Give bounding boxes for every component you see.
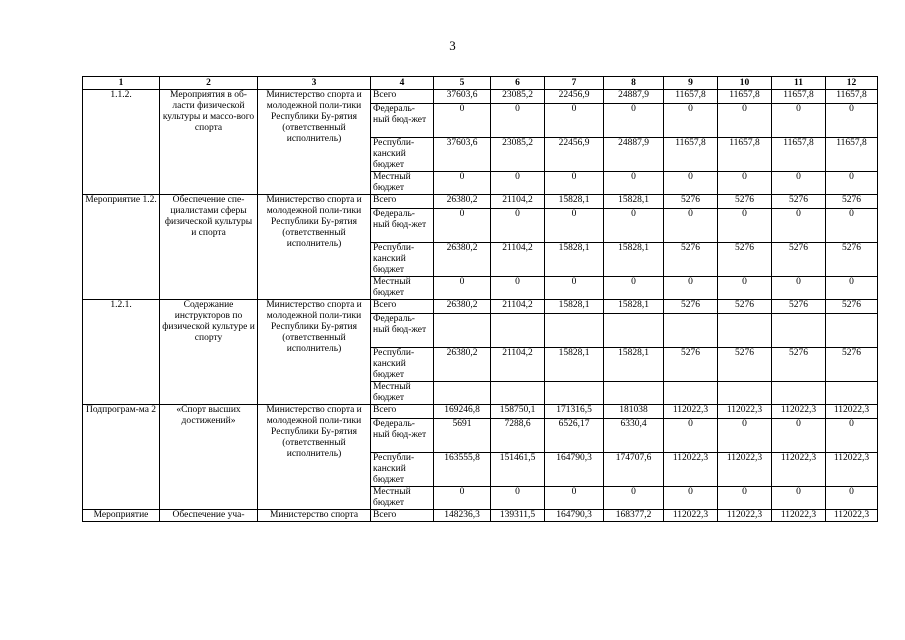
amount-cell: 5276 [718, 348, 772, 382]
executor-cell: Министерство спорта и молодежной поли-тики Республики Бу-рятия (ответственный исполнитель) [258, 405, 371, 510]
amount-cell: 5276 [718, 243, 772, 277]
funding-source-cell: Всего [371, 510, 434, 522]
amount-cell: 0 [718, 104, 772, 138]
amount-cell: 15828,1 [545, 348, 604, 382]
amount-cell [604, 382, 664, 405]
table-row [83, 405, 878, 419]
amount-cell [826, 314, 878, 348]
amount-cell: 23085,2 [491, 138, 545, 172]
amount-cell [545, 382, 604, 405]
table-row [83, 510, 878, 522]
funding-source-cell: Республи-канский бюджет [371, 138, 434, 172]
header-cell: 10 [718, 77, 772, 90]
amount-cell: 6526,17 [545, 419, 604, 453]
amount-cell: 11657,8 [718, 90, 772, 104]
amount-cell: 21104,2 [491, 195, 545, 209]
amount-cell: 5276 [826, 243, 878, 277]
funding-source-cell: Республи-канский бюджет [371, 243, 434, 277]
amount-cell: 112022,3 [826, 405, 878, 419]
amount-cell: 0 [545, 487, 604, 510]
amount-cell: 11657,8 [826, 90, 878, 104]
amount-cell: 163555,8 [434, 453, 491, 487]
header-cell: 1 [83, 77, 160, 90]
amount-cell: 23085,2 [491, 90, 545, 104]
amount-cell: 5276 [718, 300, 772, 314]
amount-cell: 0 [545, 209, 604, 243]
amount-cell [826, 382, 878, 405]
funding-source-cell: Республи-канский бюджет [371, 348, 434, 382]
amount-cell: 112022,3 [772, 510, 826, 522]
amount-cell [434, 382, 491, 405]
amount-cell: 148236,3 [434, 510, 491, 522]
amount-cell: 0 [664, 209, 718, 243]
amount-cell: 174707,6 [604, 453, 664, 487]
program-code-cell: 1.1.2. [83, 90, 160, 195]
header-cell: 4 [371, 77, 434, 90]
amount-cell: 11657,8 [664, 90, 718, 104]
funding-source-cell: Всего [371, 405, 434, 419]
funding-source-cell: Республи-канский бюджет [371, 453, 434, 487]
amount-cell: 11657,8 [664, 138, 718, 172]
amount-cell: 112022,3 [718, 405, 772, 419]
amount-cell: 0 [772, 104, 826, 138]
header-cell: 2 [160, 77, 258, 90]
amount-cell: 181038 [604, 405, 664, 419]
amount-cell: 15828,1 [604, 243, 664, 277]
amount-cell: 0 [434, 277, 491, 300]
amount-cell: 112022,3 [718, 510, 772, 522]
amount-cell: 26380,2 [434, 243, 491, 277]
amount-cell: 0 [772, 209, 826, 243]
amount-cell [545, 314, 604, 348]
amount-cell [772, 314, 826, 348]
amount-cell: 5276 [664, 195, 718, 209]
amount-cell: 0 [604, 209, 664, 243]
amount-cell: 5276 [772, 243, 826, 277]
funding-source-cell: Федераль-ный бюд-жет [371, 104, 434, 138]
amount-cell: 0 [491, 277, 545, 300]
amount-cell: 5691 [434, 419, 491, 453]
amount-cell: 0 [434, 104, 491, 138]
amount-cell: 5276 [772, 300, 826, 314]
amount-cell: 0 [545, 104, 604, 138]
amount-cell: 0 [664, 172, 718, 195]
table-row [83, 90, 878, 104]
executor-cell: Министерство спорта и молодежной поли-тики Республики Бу-рятия (ответственный исполнитель) [258, 195, 371, 300]
amount-cell: 0 [664, 419, 718, 453]
program-name-cell: Мероприятия в об-ласти физической культуры и массо-вого спорта [160, 90, 258, 195]
funding-source-cell: Местный бюджет [371, 172, 434, 195]
amount-cell: 0 [491, 487, 545, 510]
amount-cell: 112022,3 [772, 453, 826, 487]
amount-cell: 0 [772, 419, 826, 453]
amount-cell: 151461,5 [491, 453, 545, 487]
header-cell: 9 [664, 77, 718, 90]
amount-cell: 0 [718, 419, 772, 453]
amount-cell: 0 [434, 209, 491, 243]
amount-cell: 169246,8 [434, 405, 491, 419]
amount-cell [664, 314, 718, 348]
amount-cell: 5276 [664, 348, 718, 382]
funding-source-cell: Всего [371, 90, 434, 104]
amount-cell: 5276 [664, 300, 718, 314]
amount-cell: 0 [434, 172, 491, 195]
table-row [83, 300, 878, 314]
amount-cell: 37603,6 [434, 138, 491, 172]
table-body [83, 90, 878, 522]
funding-source-cell: Местный бюджет [371, 487, 434, 510]
amount-cell: 26380,2 [434, 300, 491, 314]
funding-source-cell: Федераль-ный бюд-жет [371, 419, 434, 453]
header-row [83, 77, 878, 90]
amount-cell: 15828,1 [545, 243, 604, 277]
amount-cell: 21104,2 [491, 243, 545, 277]
amount-cell [718, 314, 772, 348]
amount-cell: 158750,1 [491, 405, 545, 419]
funding-source-cell: Местный бюджет [371, 277, 434, 300]
amount-cell: 0 [826, 172, 878, 195]
header-cell: 8 [604, 77, 664, 90]
program-code-cell: Мероприятие [83, 510, 160, 522]
amount-cell: 0 [772, 172, 826, 195]
amount-cell [491, 314, 545, 348]
amount-cell: 0 [826, 487, 878, 510]
amount-cell [718, 382, 772, 405]
page-number: 3 [449, 38, 456, 53]
amount-cell: 164790,3 [545, 510, 604, 522]
budget-table [82, 76, 878, 522]
amount-cell: 112022,3 [826, 453, 878, 487]
amount-cell: 15828,1 [545, 195, 604, 209]
amount-cell: 0 [772, 487, 826, 510]
amount-cell [664, 382, 718, 405]
funding-source-cell: Федераль-ный бюд-жет [371, 209, 434, 243]
header-cell: 6 [491, 77, 545, 90]
amount-cell: 0 [772, 277, 826, 300]
amount-cell: 0 [718, 209, 772, 243]
amount-cell: 15828,1 [604, 195, 664, 209]
amount-cell: 0 [826, 419, 878, 453]
amount-cell: 168377,2 [604, 510, 664, 522]
amount-cell: 171316,5 [545, 405, 604, 419]
funding-source-cell: Местный бюджет [371, 382, 434, 405]
header-cell: 5 [434, 77, 491, 90]
amount-cell: 0 [826, 104, 878, 138]
amount-cell: 11657,8 [718, 138, 772, 172]
header-cell: 7 [545, 77, 604, 90]
header-cell: 12 [826, 77, 878, 90]
amount-cell: 22456,9 [545, 90, 604, 104]
amount-cell: 0 [718, 487, 772, 510]
executor-cell: Министерство спорта и молодежной поли-тики Республики Бу-рятия (ответственный исполнитель) [258, 300, 371, 405]
amount-cell: 5276 [826, 348, 878, 382]
amount-cell: 0 [718, 277, 772, 300]
amount-cell: 5276 [772, 348, 826, 382]
amount-cell: 26380,2 [434, 348, 491, 382]
table-row [83, 195, 878, 209]
amount-cell: 0 [604, 487, 664, 510]
header-cell: 3 [258, 77, 371, 90]
amount-cell: 0 [664, 104, 718, 138]
amount-cell: 164790,3 [545, 453, 604, 487]
amount-cell: 11657,8 [772, 90, 826, 104]
amount-cell: 21104,2 [491, 348, 545, 382]
amount-cell: 0 [491, 172, 545, 195]
amount-cell: 0 [604, 277, 664, 300]
amount-cell [491, 382, 545, 405]
amount-cell: 112022,3 [772, 405, 826, 419]
amount-cell: 0 [545, 277, 604, 300]
amount-cell: 0 [604, 172, 664, 195]
amount-cell: 112022,3 [664, 453, 718, 487]
amount-cell: 0 [664, 487, 718, 510]
amount-cell: 0 [826, 209, 878, 243]
amount-cell [772, 382, 826, 405]
amount-cell: 0 [664, 277, 718, 300]
amount-cell: 112022,3 [826, 510, 878, 522]
amount-cell: 21104,2 [491, 300, 545, 314]
program-name-cell: Содержание инструкторов по физической культуре и спорту [160, 300, 258, 405]
amount-cell [604, 314, 664, 348]
program-code-cell: Подпрограм-ма 2 [83, 405, 160, 510]
funding-source-cell: Федераль-ный бюд-жет [371, 314, 434, 348]
amount-cell: 22456,9 [545, 138, 604, 172]
header-cell: 11 [772, 77, 826, 90]
amount-cell: 5276 [664, 243, 718, 277]
amount-cell: 7288,6 [491, 419, 545, 453]
amount-cell: 5276 [826, 300, 878, 314]
amount-cell: 112022,3 [718, 453, 772, 487]
amount-cell: 112022,3 [664, 510, 718, 522]
amount-cell: 0 [434, 487, 491, 510]
amount-cell: 5276 [826, 195, 878, 209]
amount-cell [434, 314, 491, 348]
amount-cell: 5276 [718, 195, 772, 209]
amount-cell: 11657,8 [826, 138, 878, 172]
amount-cell: 6330,4 [604, 419, 664, 453]
amount-cell: 112022,3 [664, 405, 718, 419]
executor-cell: Министерство спорта и молодежной поли-тики Республики Бу-рятия (ответственный исполнитель) [258, 90, 371, 195]
program-name-cell: Обеспечение уча- [160, 510, 258, 522]
amount-cell: 24887,9 [604, 138, 664, 172]
program-code-cell: 1.2.1. [83, 300, 160, 405]
funding-source-cell: Всего [371, 300, 434, 314]
amount-cell: 26380,2 [434, 195, 491, 209]
funding-source-cell: Всего [371, 195, 434, 209]
amount-cell: 0 [826, 277, 878, 300]
amount-cell: 15828,1 [604, 348, 664, 382]
amount-cell: 15828,1 [545, 300, 604, 314]
amount-cell: 11657,8 [772, 138, 826, 172]
amount-cell: 0 [491, 209, 545, 243]
amount-cell: 0 [491, 104, 545, 138]
executor-cell: Министерство спорта [258, 510, 371, 522]
program-code-cell: Мероприятие 1.2. [83, 195, 160, 300]
amount-cell: 24887,9 [604, 90, 664, 104]
amount-cell: 0 [545, 172, 604, 195]
amount-cell: 15828,1 [604, 300, 664, 314]
amount-cell: 37603,6 [434, 90, 491, 104]
amount-cell: 0 [604, 104, 664, 138]
program-name-cell: «Спорт высших достижений» [160, 405, 258, 510]
amount-cell: 5276 [772, 195, 826, 209]
amount-cell: 0 [718, 172, 772, 195]
amount-cell: 139311,5 [491, 510, 545, 522]
program-name-cell: Обеспечение спе-циалистами сферы физической культуры и спорта [160, 195, 258, 300]
